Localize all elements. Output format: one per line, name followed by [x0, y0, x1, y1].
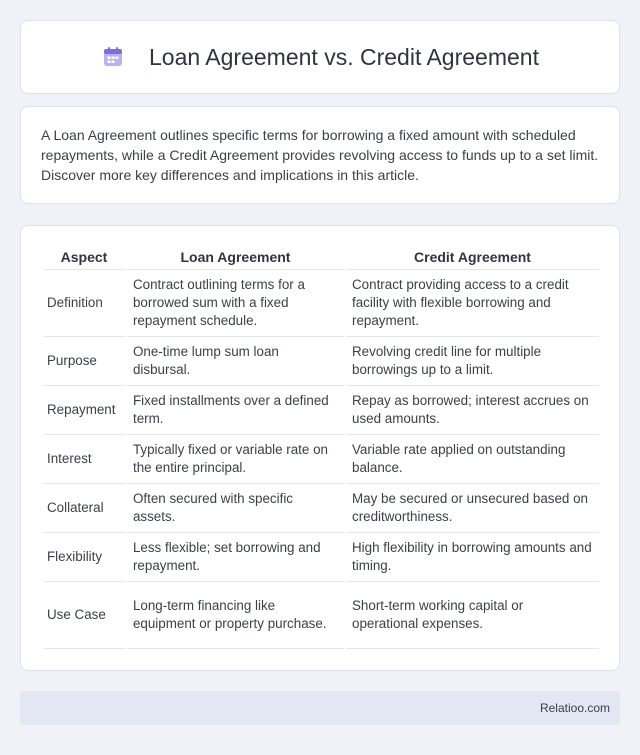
row-aspect: Purpose	[43, 337, 125, 386]
row-loan: Long-term financing like equipment or property purchase.	[127, 582, 344, 649]
row-loan: Contract outlining terms for a borrowed sum with a fixed repayment schedule.	[127, 270, 344, 337]
row-credit: Contract providing access to a credit facility with flexible borrowing and repayment.	[346, 270, 599, 337]
row-loan: One-time lump sum loan disbursal.	[127, 337, 344, 386]
table-row	[43, 582, 599, 649]
row-aspect: Interest	[43, 435, 125, 484]
table-header-row	[43, 244, 599, 270]
row-loan: Less flexible; set borrowing and repayment.	[127, 533, 344, 582]
table-row	[43, 386, 599, 435]
row-loan: Typically fixed or variable rate on the entire principal.	[127, 435, 344, 484]
footer-brand[interactable]: Relatioo.com	[539, 701, 610, 715]
row-credit: Short-term working capital or operational expenses.	[346, 582, 599, 649]
row-credit: May be secured or unsecured based on creditworthiness.	[346, 484, 599, 533]
table-row	[43, 533, 599, 582]
row-aspect: Flexibility	[43, 533, 125, 582]
table-row	[43, 270, 599, 337]
row-aspect: Repayment	[43, 386, 125, 435]
intro-card	[20, 106, 620, 204]
table-row	[43, 435, 599, 484]
row-loan: Fixed installments over a defined term.	[127, 386, 344, 435]
footer	[20, 691, 620, 725]
row-credit: High flexibility in borrowing amounts and timing.	[346, 533, 599, 582]
comparison-card	[20, 225, 620, 671]
row-credit: Repay as borrowed; interest accrues on used amounts.	[346, 386, 599, 435]
row-credit: Variable rate applied on outstanding balance.	[346, 435, 599, 484]
page-title: Loan Agreement vs. Credit Agreement	[149, 43, 539, 70]
row-aspect: Definition	[43, 270, 125, 337]
row-credit: Revolving credit line for multiple borrowings up to a limit.	[346, 337, 599, 386]
header-credit-agreement: Credit Agreement	[346, 244, 599, 270]
comparison-table	[41, 244, 601, 649]
table-row	[43, 337, 599, 386]
intro-text: A Loan Agreement outlines specific terms for borrowing a fixed amount with scheduled repayments, while a Credit Agreement provides revolving access to funds up to a set limit. Discover more key differences and implications in this article.	[41, 127, 599, 183]
title-card	[20, 20, 620, 94]
row-aspect: Use Case	[43, 582, 125, 649]
header-loan-agreement: Loan Agreement	[127, 244, 344, 270]
table-row	[43, 484, 599, 533]
header-aspect: Aspect	[43, 244, 125, 270]
row-aspect: Collateral	[43, 484, 125, 533]
row-loan: Often secured with specific assets.	[127, 484, 344, 533]
calendar-icon	[101, 45, 125, 69]
